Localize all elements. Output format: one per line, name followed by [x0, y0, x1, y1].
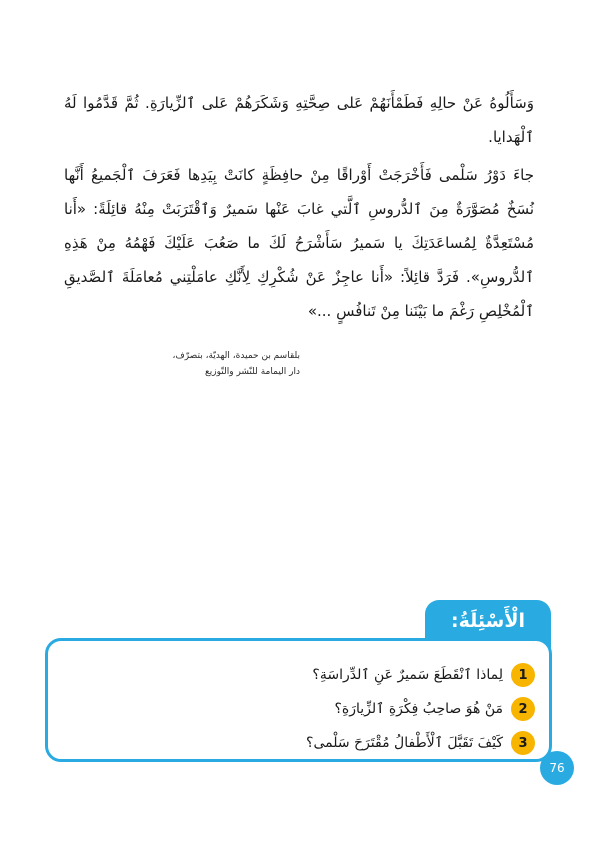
- question-item: [306, 726, 535, 760]
- question-item: [306, 692, 535, 726]
- question-text: كَيْفَ تَقَبَّلَ ٱلْأَطْفالُ مُقْتَرَحَ سَلْمى؟: [306, 735, 503, 751]
- questions-heading: الْأَسْئِلَةُ:: [451, 610, 525, 632]
- page-number-label: 76: [549, 761, 565, 775]
- question-text: لِماذا ٱنْقَطَعَ سَميرٌ عَنِ ٱلدِّراسَةِ؟: [312, 667, 503, 683]
- question-item: [306, 658, 535, 692]
- page-number: [540, 751, 574, 785]
- citation-author-line: بلقاسم بن حميدة، الهديّة، بتصرّف،: [172, 351, 300, 361]
- questions-list: [306, 658, 535, 760]
- question-number-badge: 1: [511, 663, 535, 687]
- source-citation: [120, 348, 300, 380]
- question-number-badge: 2: [511, 697, 535, 721]
- story-paragraph: جاءَ دَوْرُ سَلْمى فَأَخْرَجَتْ أَوْراقًا مِنْ حافِظَةٍ كانَتْ بِيَدِها فَعَرَفَ ٱلْجَميعُ أَنَّها نُسَخٌ مُصَوَّرَةٌ مِنَ ٱلدُّروسِ ٱلَّتي غابَ عَنْها سَميرٌ وَٱقْتَرَبَتْ مِنْهُ قائِلَةً: «أَنا مُسْتَعِدَّةٌ لِمُساعَدَتِكَ يا سَميرُ سَأَشْرَحُ لَكَ ما صَعُبَ عَلَيْكَ فَهْمُهُ مِنْ هَذِهِ ٱلدُّروسِ». فَرَدَّ قائِلاً: «أَنا عاجِزٌ عَنْ شُكْرِكِ لِأَنَّكِ عامَلْتِني مُعامَلَةَ ٱلصَّديقِ ٱلْمُخْلِصِ رَغْمَ ما بَيْنَنا مِنْ تَنافُسٍ ...»: [64, 166, 534, 320]
- questions-box: [45, 638, 552, 762]
- citation-publisher-line: دار اليمامة للنّشر والتّوزيع: [204, 367, 300, 377]
- question-number-badge: 3: [511, 731, 535, 755]
- story-paragraph: وَسَأَلُوهُ عَنْ حالِهِ فَطَمْأَنَهُمْ عَلى صِحَّتِهِ وَشَكَرَهُمْ عَلى ٱلزِّيارَةِ. ثُمَّ قَدَّمُوا لَهُ ٱلْهَدايا.: [64, 94, 534, 146]
- question-text: مَنْ هُوَ صاحِبُ فِكْرَةِ ٱلزِّيارَةِ؟: [334, 701, 503, 717]
- story-text: [64, 86, 534, 328]
